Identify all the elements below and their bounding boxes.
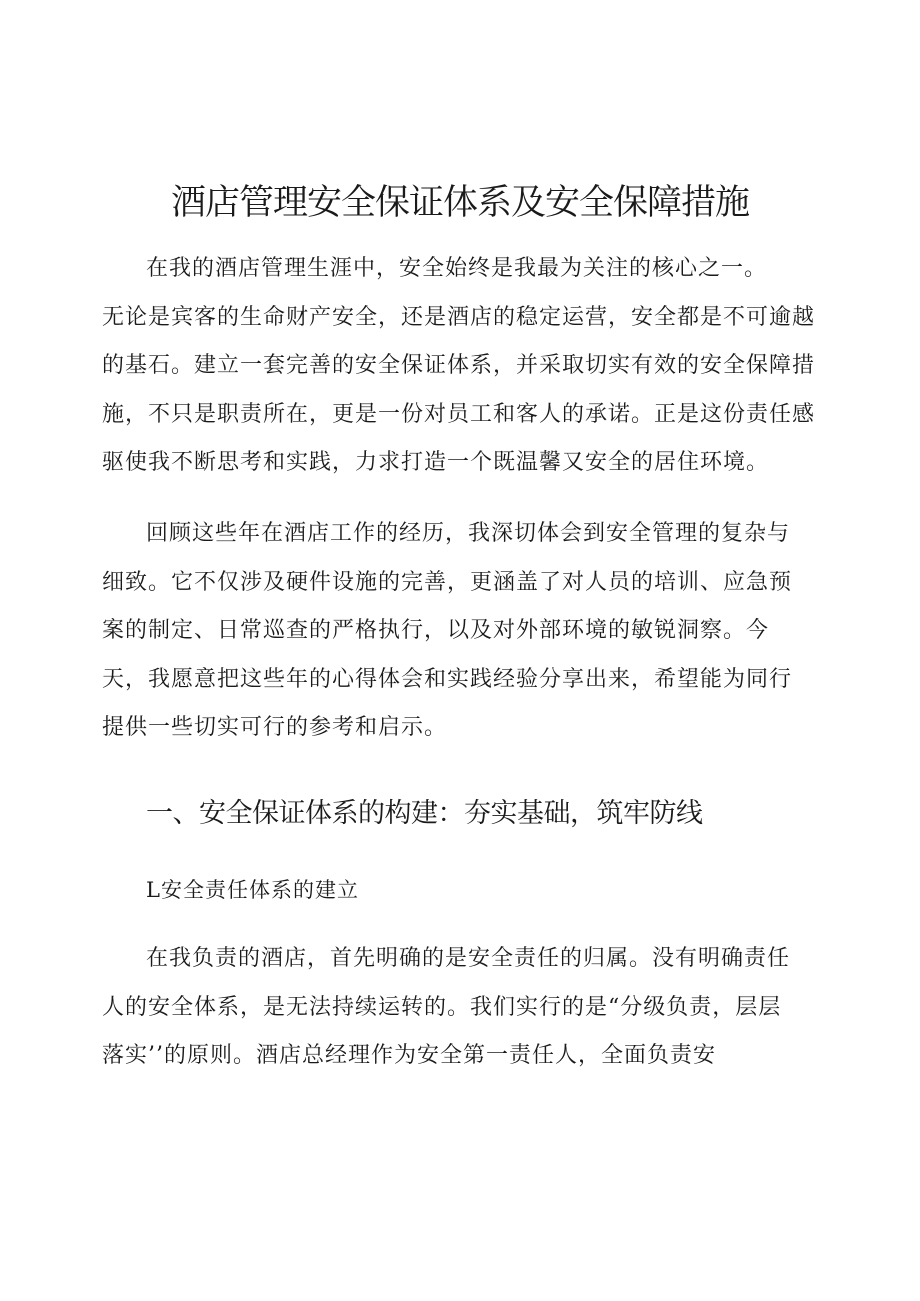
paragraph-line: 在我的酒店管理生涯中，安全始终是我最为关注的核心之一。 bbox=[146, 256, 768, 281]
document-title: 酒店管理安全保证体系及安全保障措施 bbox=[170, 183, 749, 223]
paragraph-line: 在我负责的酒店，首先明确的是安全责任的归属。没有明确责任 bbox=[146, 946, 791, 971]
intro-paragraph-2 bbox=[102, 510, 822, 753]
paragraph-line: 细致。它不仅涉及硬件设施的完善，更涵盖了对人员的培训、应急预 bbox=[102, 569, 793, 595]
intro-paragraph-1 bbox=[102, 245, 822, 488]
paragraph-line: 提供一些切实可行的参考和启示。 bbox=[102, 715, 448, 740]
paragraph-line: 无论是宾客的生命财产安全，还是酒店的稳定运营，安全都是不可逾越 bbox=[102, 304, 816, 330]
paragraph-line: 人的安全体系，是无法持续运转的。我们实行的是“分级负责，层层 bbox=[102, 994, 782, 1020]
paragraph-line: 的基石。建立一套完善的安全保证体系，并采取切实有效的安全保障措 bbox=[102, 353, 816, 378]
paragraph-line: 回顾这些年在酒店工作的经历，我深切体会到安全管理的复杂与 bbox=[146, 521, 791, 546]
paragraph-line: 驱使我不断思考和实践，力求打造一个既温馨又安全的居住环境。 bbox=[102, 450, 770, 475]
paragraph-line: 落实’’的原则。酒店总经理作为安全第一责任人，全面负责安 bbox=[102, 1043, 716, 1068]
paragraph-line: 天，我愿意把这些年的心得体会和实践经验分享出来，希望能为同行 bbox=[102, 666, 793, 692]
section-1-paragraph-1 bbox=[102, 935, 822, 1081]
paragraph-line: 施，不只是职责所在，更是一份对员工和客人的承诺。正是这份责任感 bbox=[102, 401, 816, 427]
paragraph-line: 案的制定、日常巡查的严格执行，以及对外部环境的敏锐洞察。今 bbox=[102, 618, 770, 643]
section-heading: 一、安全保证体系的构建：夯实基础，筑牢防线 bbox=[146, 798, 703, 829]
subsection-heading: L安全责任体系的建立 bbox=[146, 878, 359, 902]
